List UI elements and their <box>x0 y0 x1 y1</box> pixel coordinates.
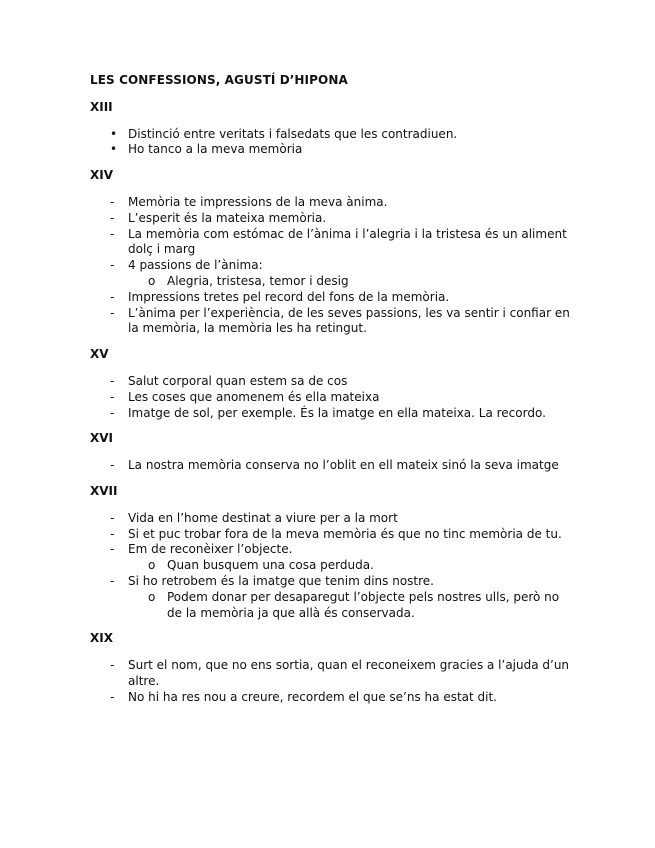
bullet-marker: • <box>110 126 118 141</box>
bullet-marker: - <box>110 226 115 241</box>
bullet-list <box>90 195 570 337</box>
list-item <box>90 574 570 621</box>
section <box>90 347 570 421</box>
section <box>90 631 570 705</box>
list-item-text: L’esperit és la mateixa memòria. <box>128 210 327 225</box>
list-item <box>90 527 570 543</box>
bullet-marker: - <box>110 194 115 209</box>
list-item-text: Em de reconèixer l’objecte. <box>128 542 293 557</box>
sub-bullet-marker: o <box>148 558 156 573</box>
list-item-text: 4 passions de l’ànima: <box>128 258 263 273</box>
list-item-text: Ho tanco a la meva memòria <box>128 142 303 157</box>
bullet-marker: - <box>110 689 115 704</box>
bullet-list <box>90 374 570 421</box>
list-item-text: Les coses que anomenem és ella mateixa <box>128 389 380 404</box>
document-page <box>90 73 570 716</box>
list-item <box>90 390 570 406</box>
list-item <box>90 374 570 390</box>
section-heading: XVII <box>90 483 118 498</box>
list-item-text: No hi ha res nou a creure, recordem el que se’ns ha estat dit. <box>128 689 497 704</box>
list-item <box>90 227 570 259</box>
list-item-text: Imatge de sol, per exemple. És la imatge en ella mateixa. La recordo. <box>128 405 546 420</box>
section <box>90 484 570 621</box>
list-item <box>90 306 570 338</box>
sub-list-item-text: Alegria, tristesa, temor i desig <box>167 273 349 288</box>
list-item-text: Impressions tretes pel record del fons de la memòria. <box>128 289 450 304</box>
bullet-marker: - <box>110 526 115 541</box>
sub-list <box>128 558 570 574</box>
section-heading: XIX <box>90 631 113 646</box>
list-item <box>90 542 570 574</box>
section-heading: XV <box>90 347 109 362</box>
section <box>90 100 570 158</box>
list-item <box>90 258 570 290</box>
bullet-marker: - <box>110 210 115 225</box>
list-item <box>90 127 570 143</box>
list-item <box>90 458 570 474</box>
list-item-text: Distinció entre veritats i falsedats que les contradiuen. <box>128 126 458 141</box>
list-item <box>90 142 570 158</box>
bullet-marker: • <box>110 142 118 157</box>
list-item <box>90 195 570 211</box>
bullet-marker: - <box>110 542 115 557</box>
list-item-text: Si et puc trobar fora de la meva memòria és que no tinc memòria de tu. <box>128 526 562 541</box>
section-heading: XIV <box>90 168 114 183</box>
section-heading: XVI <box>90 431 114 446</box>
list-item <box>90 690 570 706</box>
sub-list-item-text: Podem donar per desaparegut l’objecte pels nostres ulls, però no de la memòria ja que allà és conservada. <box>167 589 560 620</box>
bullet-marker: - <box>110 258 115 273</box>
list-item <box>90 406 570 422</box>
bullet-marker: - <box>110 458 115 473</box>
list-item <box>90 211 570 227</box>
bullet-list <box>90 658 570 705</box>
section-heading: XIII <box>90 99 113 114</box>
sub-bullet-marker: o <box>148 589 156 604</box>
list-item-text: Memòria te impressions de la meva ànima. <box>128 194 388 209</box>
bullet-list <box>90 511 570 622</box>
bullet-marker: - <box>110 573 115 588</box>
list-item-text: Surt el nom, que no ens sortia, quan el reconeixem gracies a l’ajuda d’un altre. <box>128 658 570 688</box>
sub-list <box>128 590 570 622</box>
list-item-text: Salut corporal quan estem sa de cos <box>128 373 348 388</box>
list-item-text: La memòria com estómac de l’ànima i l’alegria i la tristesa és un aliment dolç i marg <box>128 226 567 257</box>
bullet-marker: - <box>110 658 115 673</box>
bullet-marker: - <box>110 405 115 420</box>
bullet-list <box>90 458 570 474</box>
list-item <box>90 290 570 306</box>
bullet-marker: - <box>110 373 115 388</box>
document-title: LES CONFESSIONS, AGUSTÍ D’HIPONA <box>90 73 348 87</box>
list-item-text: L’ànima per l’experiència, de les seves passions, les va sentir i confiar en la memòria, la memòria les ha retingut. <box>128 305 570 336</box>
bullet-marker: - <box>110 510 115 525</box>
sub-bullet-marker: o <box>148 273 156 288</box>
section <box>90 431 570 474</box>
bullet-list <box>90 127 570 159</box>
list-item <box>90 511 570 527</box>
sub-list-item-text: Quan busquem una cosa perduda. <box>167 558 374 573</box>
bullet-marker: - <box>110 305 115 320</box>
sub-list-item <box>90 274 570 290</box>
bullet-marker: - <box>110 289 115 304</box>
list-item-text: Si ho retrobem és la imatge que tenim dins nostre. <box>128 573 434 588</box>
section <box>90 168 570 337</box>
list-item-text: Vida en l’home destinat a viure per a la mort <box>128 510 398 525</box>
sub-list-item <box>90 590 570 622</box>
bullet-marker: - <box>110 389 115 404</box>
sub-list-item <box>90 558 570 574</box>
sub-list <box>128 274 570 290</box>
list-item <box>90 658 570 690</box>
list-item-text: La nostra memòria conserva no l’oblit en ell mateix sinó la seva imatge <box>128 458 559 473</box>
document-body <box>90 100 570 706</box>
